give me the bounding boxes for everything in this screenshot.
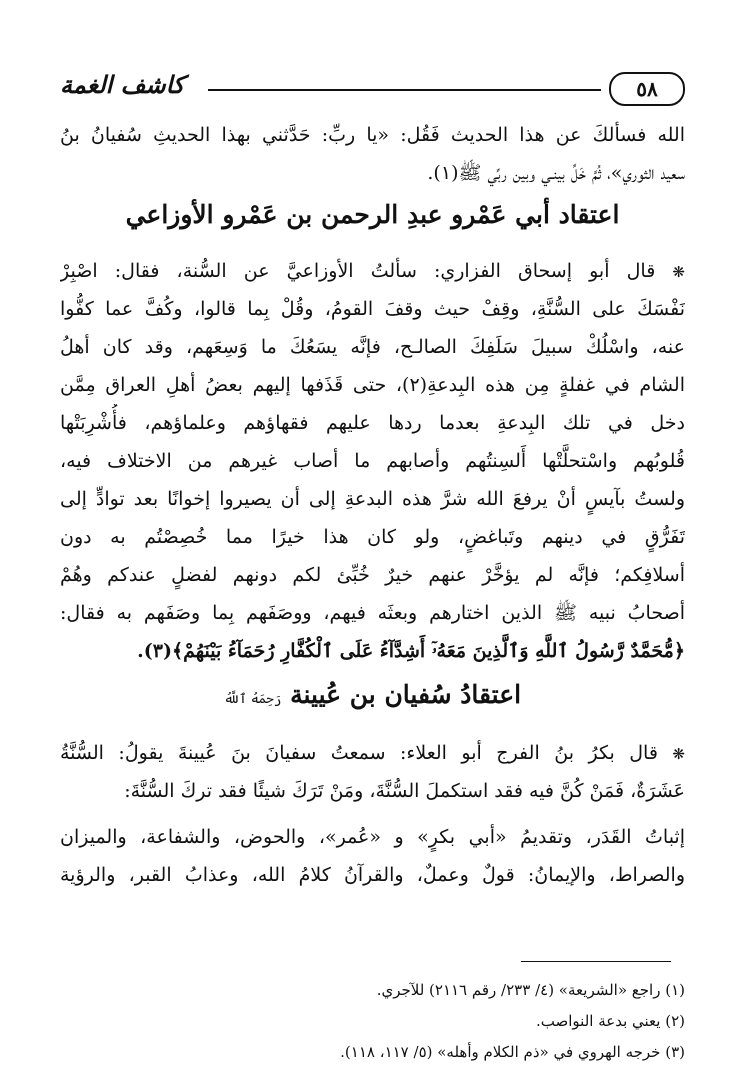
star-ornament-icon: ❋ [672,263,685,281]
text-line-content: قال بكرُ بنُ الفرج أبو العلاء: سمعتُ سفيانَ بنَ عُيينةَ يقولُ: السُّنَّةُ [60,742,658,764]
section-heading-text: اعتقادُ سُفيان بن عُيينة [290,680,522,709]
footnote-divider [521,961,671,962]
text-line: نَفْسَكَ على السُّنَّةِ، وقِفْ حيث وقفَ القومُ، وقُلْ بِما قالوا، وكُفَّ عما كفُّوا [60,298,685,320]
text-line: أسلافِكم؛ فإنَّه لم يؤخَّرْ عنهم خيرٌ خُبِّئ لكم دونهم لفضلٍ عندكم وهُمْ [60,564,685,586]
text-line: تَفَرُّقٍ في دينهم وتَباغضٍ، ولو كان هذا خيرًا مما خُصِصْتُم به دون [60,526,685,548]
text-line [60,734,685,772]
section-ibn-uyaynah-body [60,734,685,810]
page-header [60,70,685,110]
footnote: (٢) يعني بدعة النواصب. [536,1012,685,1030]
text-line [60,252,685,290]
text-line: قُلوبُهم واسْتحلَّتْها أَلسِنتُهم وأصابهم ما أصاب غيرهم من الاختلاف فيه، [60,450,685,472]
footnote: (٣) خرجه الهروي في «ذم الكلام وأهله» (٥/ ١١٧، ١١٨). [340,1043,685,1061]
section-awzai-body [60,252,685,670]
section-heading-ibn-uyaynah [60,680,685,709]
star-ornament-icon: ❋ [672,745,685,763]
sunnah-list-paragraph [60,818,685,894]
text-line: إثباتُ القَدَر، وتقديمُ «أبي بكرٍ» و «عُمر»، والحوض، والشفاعة، والميزان [60,826,685,848]
quran-verse: ﴿مُّحَمَّدٌ رَّسُولُ ٱللَّهِ وَٱلَّذِينَ مَعَهُۥٓ أَشِدَّآءُ عَلَى ٱلْكُفَّارِ رُحَمَآءُ بَيْنَهُمْ﴾(٣). [137,640,685,662]
text-line: والصراط، والإيمانُ: قولٌ وعملٌ، والقرآنُ كلامُ الله، وعذابُ القبر، والرؤية [60,864,685,886]
text-line: الله فسألكَ عن هذا الحديث فَقُل: «يا ربِّ: حَدَّثني بهذا الحديثِ سُفيانُ بنُ [60,124,685,146]
text-line: الشام في غفلةٍ مِن هذه البِدعةِ(٢)، حتى قَذَفها إليهم بعضُ أهلِ العراق مِمَّن [60,374,685,396]
text-line-content: قال أبو إسحاق الفزاري: سألتُ الأوزاعيَّ عن السُّنة، فقال: اصْبِرْ [60,260,656,282]
text-line: عَشَرَةٌ، فَمَنْ كُنَّ فيه فقد استكملَ السُّنَّةَ، ومَنْ تَرَكَ شيئًا فقد تركَ السُّنَّةَ: [124,780,685,802]
intro-paragraph [60,116,685,192]
text-line: ولستُ بآيسٍ أنْ يرفعَ الله شرَّ هذه البدعةِ إلى أن يصيروا إخوانًا بعد توادٍّ إلى [60,488,685,510]
honorific: رَحِمَهُ ٱللَّهُ [223,692,282,707]
header-divider [208,89,601,91]
footnotes [60,975,685,1068]
footnote: (١) راجع «الشريعة» (٤/ ٢٣٣/ رقم ٢١١٦) للآجري. [376,981,685,999]
page-number: ٥٨ [609,72,685,106]
book-title: كاشف الغمة [60,70,185,99]
text-line: دخل في تلك البِدعةِ بعدما ردها عليهم فقهاؤهم وعلماؤهم، فأُشْرِبَتْها [60,412,685,434]
text-line: أصحابُ نبيه ﷺ الذين اختارهم وبعثَه فيهم، ووصَفَهم بِما وصَفَهم به فقال: [60,602,685,624]
text-line: عنه، واسْلُكْ سبيلَ سَلَفِكَ الصالـح، فإنَّه يسَعُكَ ما وَسِعَهم، وقد كان أهلُ [60,336,685,358]
section-heading-awzai: اعتقاد أبي عَمْرو عبدِ الرحمن بن عَمْرو الأوزاعي [125,200,620,229]
text-line: سعيد الثوري»، ثُمَّ خَلِّ بينـي وبين ربِّي ﷺ(١). [427,162,685,184]
